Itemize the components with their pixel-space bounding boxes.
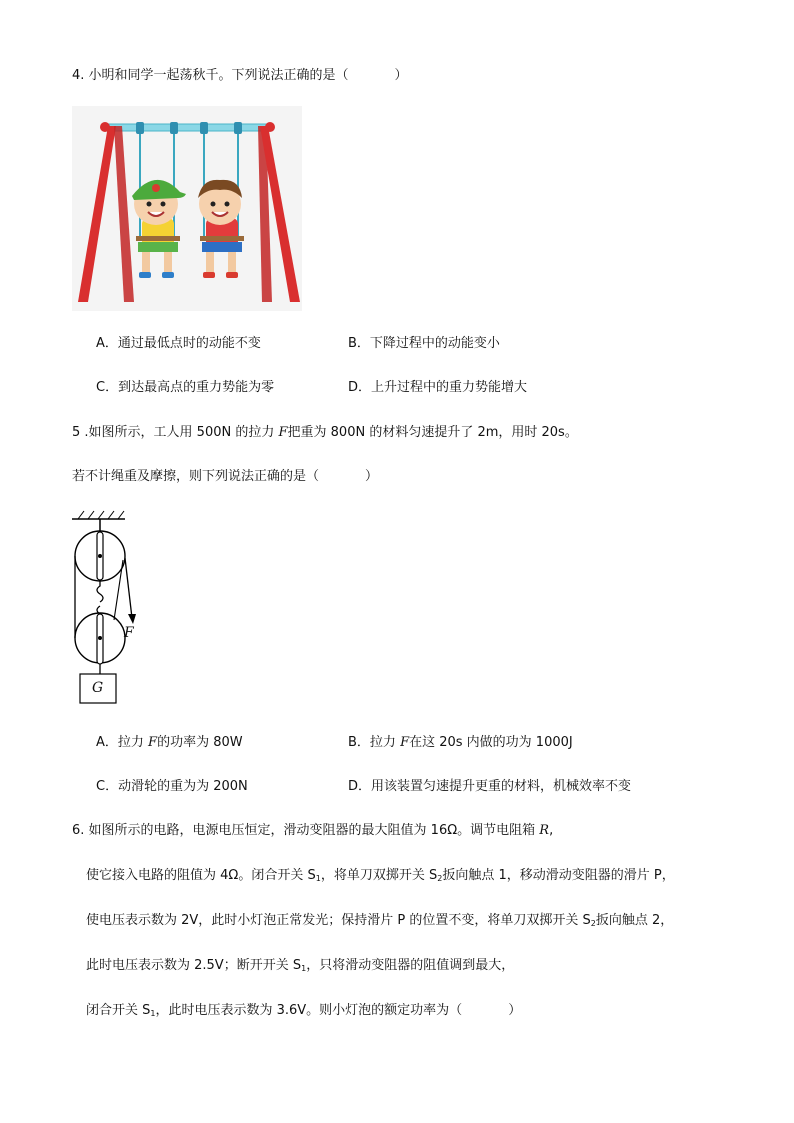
q6-line2: 使它接入电路的阻值为 4Ω。闭合开关 $S_1$，将单刀双掷开关 $S_2$扳向触点 1，移动滑动变阻器的滑片 P， bbox=[86, 868, 675, 883]
q5-stem-line2: 若不计绳重及摩擦，则下列说法正确的是（ ） bbox=[72, 469, 379, 484]
swing-illustration bbox=[72, 106, 302, 311]
q4-option-c: C．到达最高点的重力势能为零 bbox=[96, 380, 275, 395]
q5-option-c: C．动滑轮的重为为 200N bbox=[96, 779, 248, 794]
q4-option-b: B．下降过程中的动能变小 bbox=[348, 336, 500, 351]
pulley-diagram bbox=[70, 510, 140, 706]
q4-option-a: A．通过最低点时的动能不变 bbox=[96, 336, 261, 351]
pulley-force-label: F bbox=[124, 625, 134, 641]
q6-line3: 使电压表示数为 2V，此时小灯泡正常发光；保持滑片 P 的位置不变，将单刀双掷开关 $S_2$扳向触点 2， bbox=[86, 913, 674, 928]
pulley-weight-label: G bbox=[92, 680, 104, 696]
q6-line4: 此时电压表示数为 2.5V；断开开关 $S_1$，只将滑动变阻器的阻值调到最大， bbox=[86, 958, 515, 973]
q6-line5: 闭合开关 $S_1$，此时电压表示数为 3.6V。则小灯泡的额定功率为（ ） bbox=[86, 1003, 522, 1018]
q5-option-a: A．拉力 F的功率为 80W bbox=[96, 735, 243, 750]
q4-option-d: D．上升过程中的重力势能增大 bbox=[348, 380, 528, 395]
q5-option-d: D．用该装置匀速提升更重的材料，机械效率不变 bbox=[348, 779, 632, 794]
q4-stem: 4. 小明和同学一起荡秋千。下列说法正确的是（ ） bbox=[72, 68, 408, 83]
q5-stem-line1: 5 .如图所示，工人用 500N 的拉力 F把重为 800N 的材料匀速提升了 2m，用时 20s。 bbox=[72, 425, 578, 440]
q6-line1: 6. 如图所示的电路，电源电压恒定，滑动变阻器的最大阻值为 16Ω。调节电阻箱 R, bbox=[72, 823, 554, 838]
q5-option-b: B．拉力 F在这 20s 内做的功为 1000J bbox=[348, 735, 573, 750]
